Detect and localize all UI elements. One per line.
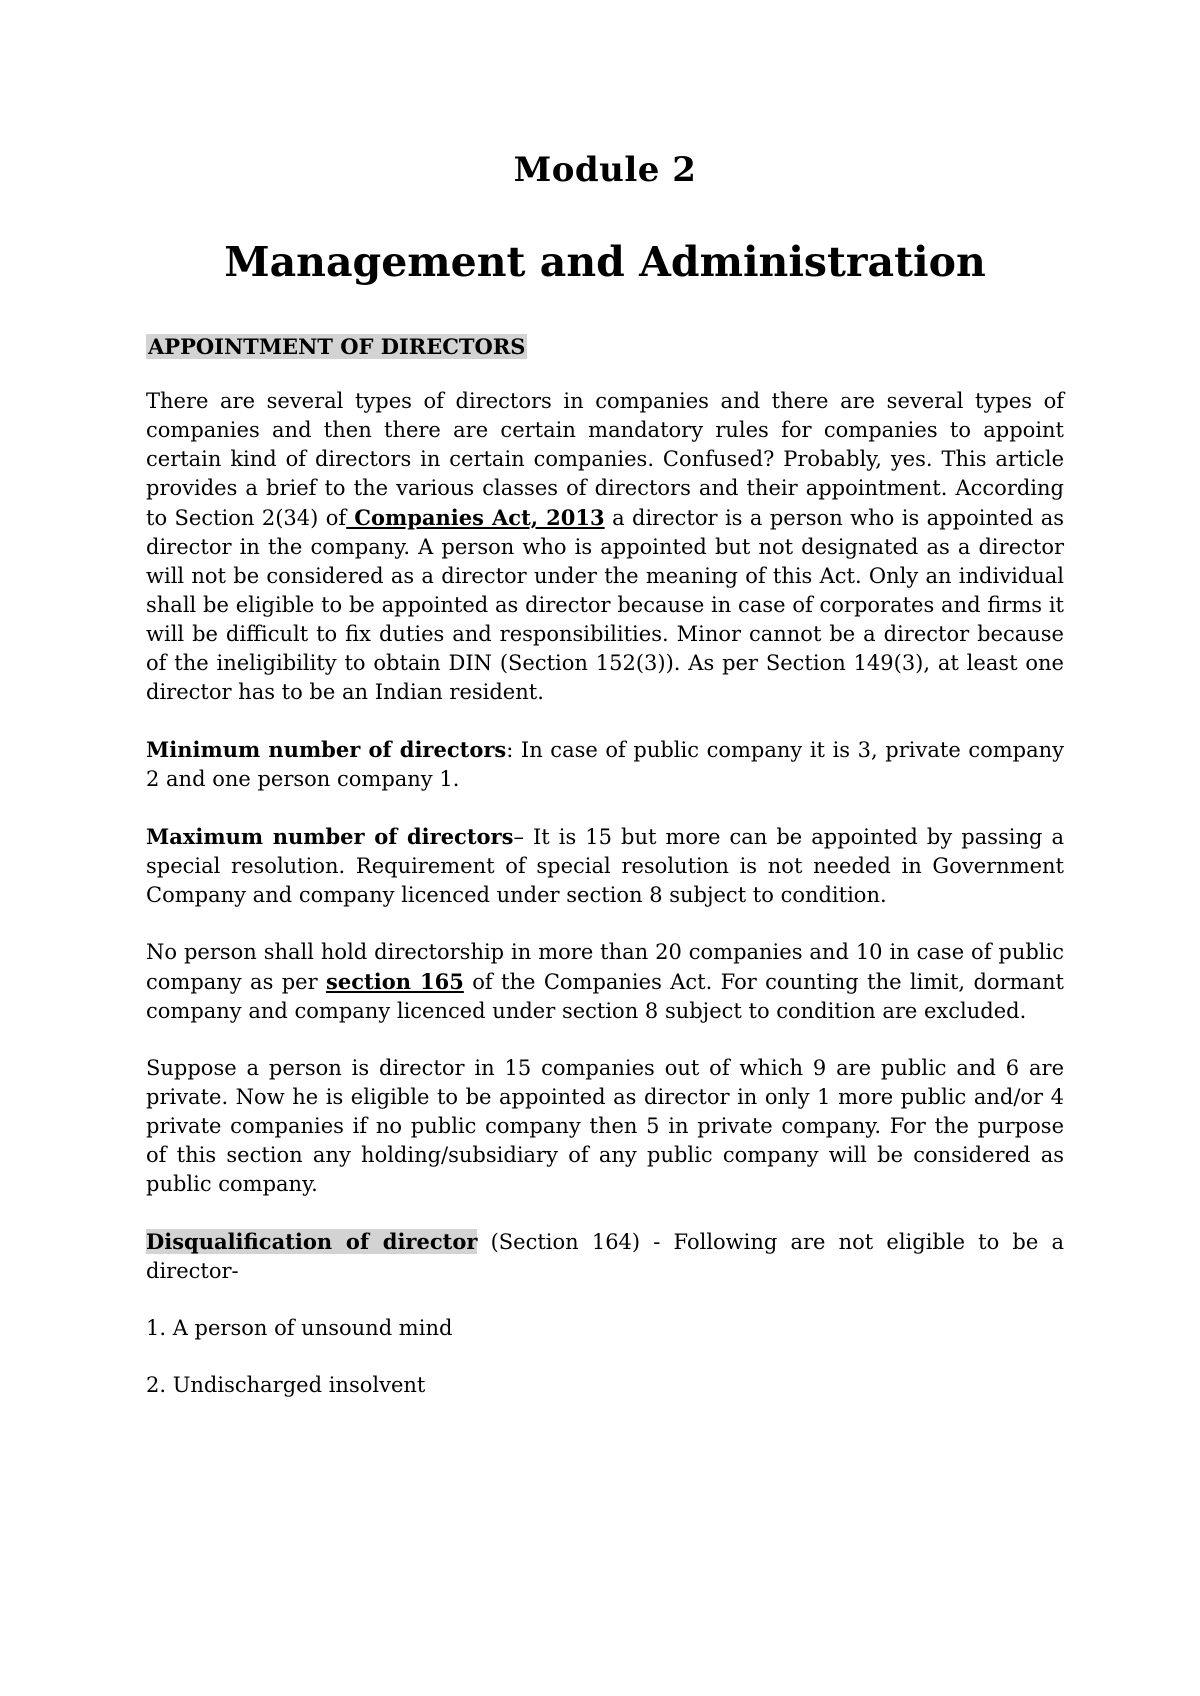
intro-text-after: a director is a person who is appointed as director in the company. A person who is appointed but not designated as a director will not be considered as a director under the meaning of this Act. Only an individual shall be eligible to be appointed as director because in case of corporates and firms it will be difficult to fix duties and responsibilities. Minor cannot be a director because of the ineligibility to obtain DIN (Section 152(3)). As per Section 149(3), at least one director has to be an Indian resident. [146,506,1065,704]
maximum-directors-label: Maximum number of directors [146,824,514,849]
example-paragraph: Suppose a person is director in 15 companies out of which 9 are public and 6 are private. Now he is eligible to be appointed as director in only 1 more public and/or 4 private companies if no public company then 5 in private company. For the purpose of this section any holding/subsidiary of any public company will be considered as public company. [146,1056,1064,1196]
limit-text-before: No person shall hold directorship in more than 20 companies and 10 in case of public company as per [146,940,1064,994]
maximum-directors-text: – It is 15 but more can be appointed by passing a special resolution. Requirement of special resolution is not needed in Government Company and company licenced under section 8 subject to condition. [146,825,1064,907]
minimum-directors-text: : In case of public company it is 3, private company 2 and one person company 1. [146,738,1065,791]
section-165-link[interactable]: section 165 [326,969,464,994]
maximum-directors-paragraph [146,822,1064,910]
section-heading-appointment: APPOINTMENT OF DIRECTORS [148,334,526,359]
disqualification-text: (Section 164) - Following are not eligible to be a director- [146,1230,1064,1283]
companies-act-link[interactable]: Companies Act, 2013 [346,505,605,530]
limit-text-after: of the Companies Act. For counting the limit, dormant company and company licenced under section 8 subject to condition are excluded. [146,970,1064,1023]
intro-text-before: There are several types of directors in companies and there are several types of companies and then there are certain mandatory rules for companies to appoint certain kind of directors in certain companies. Confused? Probably, yes. This article provides a brief to the various classes of directors and their appointment. According to Section 2(34) of [146,389,1064,530]
list-item: 2. Undischarged insolvent [146,1373,426,1397]
document-page [146,150,1064,1428]
minimum-directors-paragraph [146,735,1064,794]
module-title: Module 2 [513,150,697,190]
directorship-limit-paragraph [146,938,1064,1026]
intro-paragraph [146,387,1064,707]
list-item: 1. A person of unsound mind [146,1316,453,1340]
minimum-directors-label: Minimum number of directors [146,737,507,762]
disqualification-label: Disqualification of director [146,1229,478,1254]
disqualification-paragraph [146,1227,1064,1286]
document-title: Management and Administration [224,238,986,286]
